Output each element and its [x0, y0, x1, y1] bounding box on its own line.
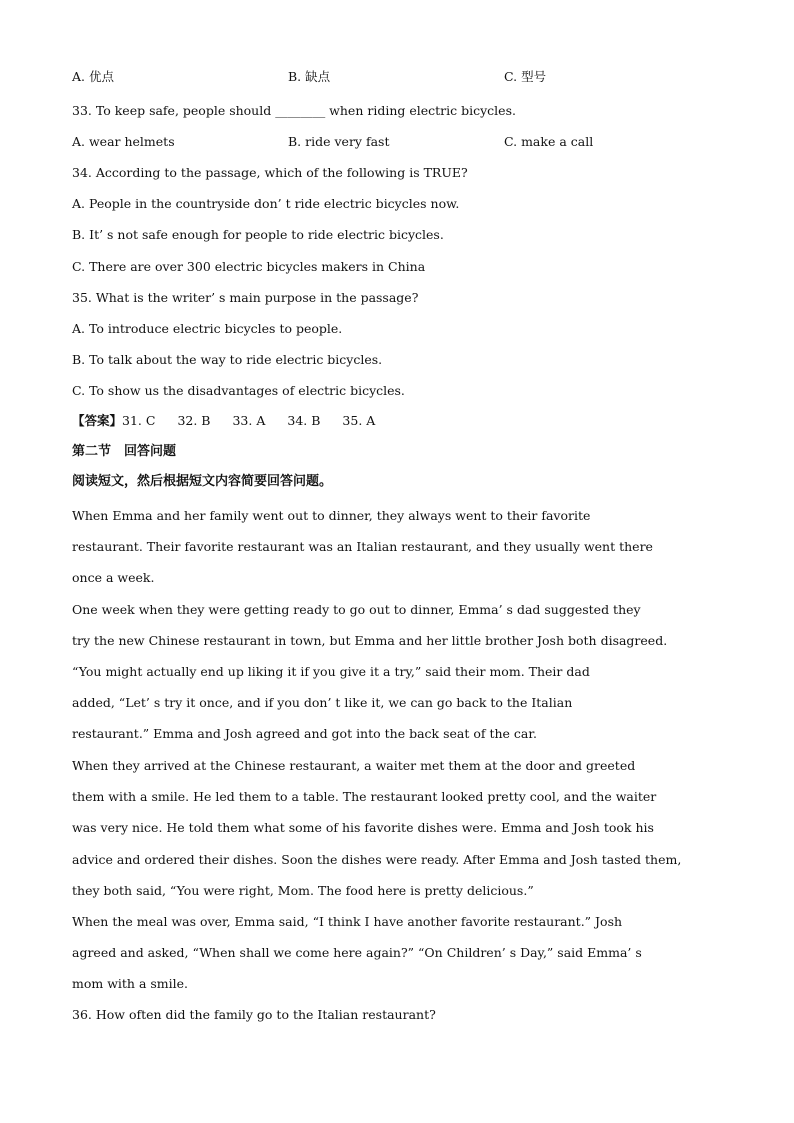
answer-label: 【答案】 [72, 413, 123, 428]
q34-option-b: B. It’ s not safe enough for people to ride electric bicycles. [72, 227, 444, 242]
q34-stem: 34. According to the passage, which of the following is TRUE? [72, 165, 468, 180]
q33-option-b: B. ride very fast [288, 134, 390, 149]
passage-line: agreed and asked, “When shall we come here again?” “On Children’ s Day,” said Emma’ s [72, 945, 642, 961]
passage-paragraph-1 [72, 500, 724, 594]
answer-item: 34. B [287, 413, 321, 428]
passage-line: once a week. [72, 570, 155, 586]
passage-line: try the new Chinese restaurant in town, but Emma and her little brother Josh both disagreed. [72, 633, 668, 649]
q32-option-c: C. 型号 [504, 69, 547, 84]
passage-line: When Emma and her family went out to dinner, they always went to their favorite [72, 508, 591, 523]
passage-line: advice and ordered their dishes. Soon the dishes were ready. After Emma and Josh tasted them, [72, 851, 682, 867]
passage-paragraph-2 [72, 594, 724, 656]
answer-line [72, 413, 397, 429]
q35-option-a: A. To introduce electric bicycles to people. [72, 321, 343, 336]
q32-options [72, 69, 732, 85]
passage-line: When the meal was over, Emma said, “I think I have another favorite restaurant.” Josh [72, 914, 623, 929]
section-instruction: 阅读短文，然后根据短文内容简要回答问题。 [72, 474, 333, 489]
q34-option-c: C. There are over 300 electric bicycles makers in China [72, 259, 426, 274]
passage-line: them with a smile. He led them to a table. The restaurant looked pretty cool, and the waiter [72, 789, 657, 805]
answer-item: 31. C [122, 413, 156, 428]
section-title: 第二节 回答问题 [72, 444, 177, 459]
passage-line: was very nice. He told them what some of his favorite dishes were. Emma and Josh took his [72, 820, 654, 836]
q36-stem: 36. How often did the family go to the Italian restaurant? [72, 1007, 436, 1022]
passage-line: they both said, “You were right, Mom. The food here is pretty delicious.” [72, 882, 534, 898]
q33-option-c: C. make a call [504, 134, 594, 149]
passage-line: restaurant. Their favorite restaurant was an Italian restaurant, and they usually went there [72, 539, 653, 555]
passage-line: restaurant.” Emma and Josh agreed and got into the back seat of the car. [72, 726, 537, 742]
q33-options [72, 134, 732, 150]
q34-option-a: A. People in the countryside don’ t ride electric bicycles now. [72, 196, 460, 211]
q33-stem: 33. To keep safe, people should ________ when riding electric bicycles. [72, 103, 516, 118]
passage-line: mom with a smile. [72, 976, 189, 992]
passage-paragraph-5 [72, 906, 724, 1000]
q35-stem: 35. What is the writer’ s main purpose in the passage? [72, 290, 419, 305]
passage-line: When they arrived at the Chinese restaurant, a waiter met them at the door and greeted [72, 758, 636, 773]
passage-paragraph-4 [72, 750, 724, 906]
q32-option-a: A. 优点 [72, 69, 114, 84]
passage-line: One week when they were getting ready to go out to dinner, Emma’ s dad suggested they [72, 602, 641, 617]
q33-option-a: A. wear helmets [72, 134, 175, 149]
passage-line: “You might actually end up liking it if you give it a try,” said their mom. Their dad [72, 664, 590, 679]
answer-item: 33. A [232, 413, 266, 428]
passage-paragraph-3 [72, 656, 724, 750]
answer-item: 32. B [177, 413, 211, 428]
q32-option-b: B. 缺点 [288, 69, 331, 84]
passage-line: added, “Let’ s try it once, and if you don’ t like it, we can go back to the Italian [72, 695, 573, 711]
q35-option-c: C. To show us the disadvantages of electric bicycles. [72, 383, 405, 398]
q35-option-b: B. To talk about the way to ride electric bicycles. [72, 352, 383, 367]
answer-item: 35. A [342, 413, 376, 428]
